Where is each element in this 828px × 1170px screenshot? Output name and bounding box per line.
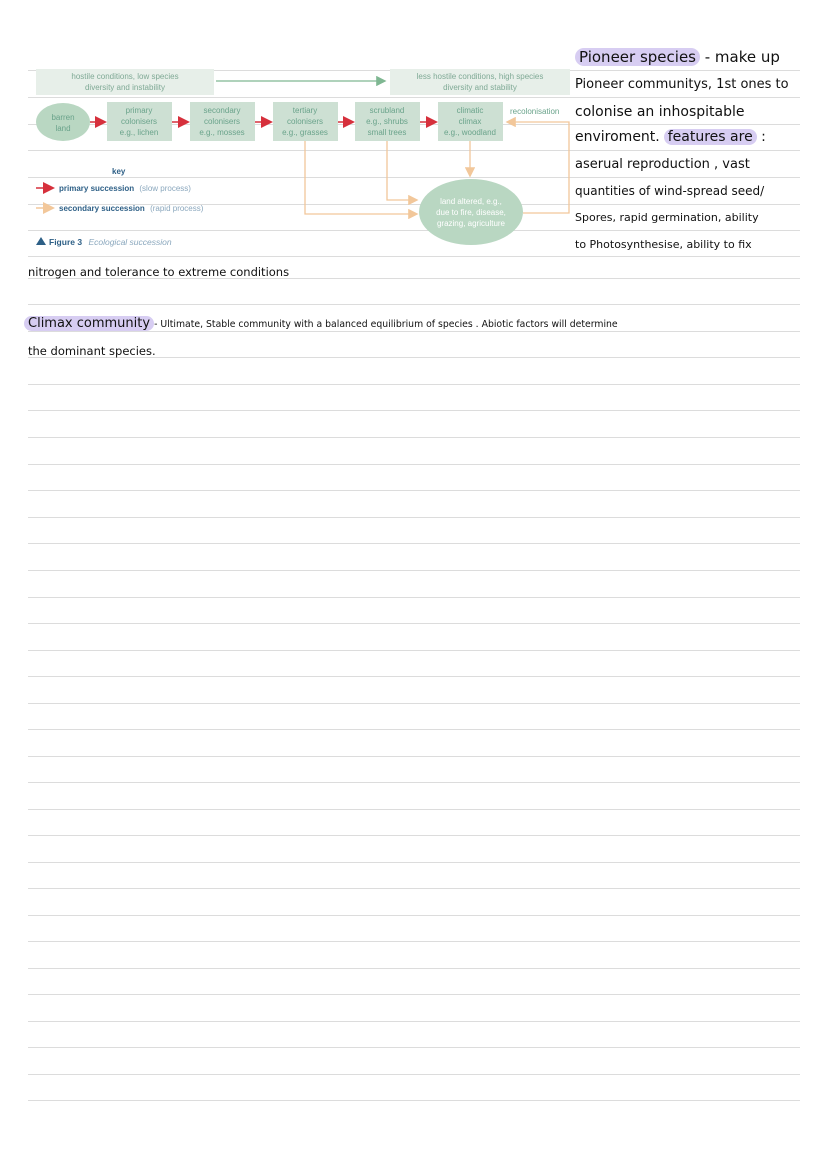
pioneer-line-1: Pioneer species - make up <box>575 48 780 66</box>
svg-text:colonisers: colonisers <box>120 117 158 126</box>
less-hostile-banner-line2: diversity and stability <box>443 83 517 92</box>
svg-text:e.g., mosses: e.g., mosses <box>199 128 245 137</box>
svg-text:e.g., grasses: e.g., grasses <box>282 128 328 137</box>
land-altered-line1: land altered, e.g., <box>440 197 502 206</box>
key-secondary-label: secondary succession (rapid process) <box>59 204 204 213</box>
pioneer-line-7: Spores, rapid germination, ability <box>575 211 759 224</box>
pioneer-line-5: aserual reproduction , vast <box>575 157 750 172</box>
features-term: features are <box>664 129 757 145</box>
caption-triangle-icon <box>36 237 46 245</box>
key-title: key <box>112 167 126 176</box>
figure-caption: Figure 3 Ecological succession <box>49 237 172 247</box>
succession-figure <box>0 0 575 260</box>
hostile-banner-line1: hostile conditions, low species <box>71 72 179 81</box>
stage-primary-colonisers <box>107 102 172 141</box>
svg-text:climatic: climatic <box>456 106 484 115</box>
secondary-arrow-tertiary <box>305 141 416 214</box>
barren-land-line1: barren <box>51 113 75 122</box>
pioneer-line-6: quantities of wind-spread seed/ <box>575 184 765 198</box>
svg-text:small trees: small trees <box>367 128 407 137</box>
svg-text:colonisers: colonisers <box>203 117 241 126</box>
land-altered-line2: due to fire, disease, <box>436 208 506 217</box>
svg-text:scrubland: scrubland <box>369 106 405 115</box>
svg-text:e.g., lichen: e.g., lichen <box>119 128 159 137</box>
climax-community-term: Climax community <box>24 316 154 331</box>
pioneer-line-3: colonise an inhospitable <box>575 104 745 120</box>
svg-text:colonisers: colonisers <box>286 117 324 126</box>
svg-text:e.g., shrubs: e.g., shrubs <box>366 117 408 126</box>
less-hostile-banner-line1: less hostile conditions, high species <box>416 72 544 81</box>
svg-text:tertiary: tertiary <box>292 106 318 115</box>
pioneer-line-2: Pioneer communitys, 1st ones to <box>575 77 789 92</box>
nitrogen-line: nitrogen and tolerance to extreme conditions <box>28 265 290 279</box>
barren-land-node <box>36 103 90 141</box>
climax-line-1: Climax community - Ultimate, Stable community with a balanced equilibrium of species . Abiotic factors will determine <box>24 316 618 331</box>
stage-climatic-climax <box>438 102 503 141</box>
pioneer-species-term: Pioneer species <box>575 48 700 66</box>
pioneer-line-8: to Photosynthesise, ability to fix <box>575 238 752 251</box>
pioneer-line-4: enviroment. features are : <box>575 129 766 145</box>
stage-tertiary-colonisers <box>273 102 338 141</box>
svg-text:climax: climax <box>458 117 482 126</box>
key-primary-label: primary succession (slow process) <box>59 184 191 193</box>
recolonisation-label: recolonisation <box>510 107 560 116</box>
svg-text:secondary: secondary <box>203 106 241 115</box>
stage-scrubland <box>355 102 420 141</box>
secondary-arrow-scrubland <box>387 141 416 200</box>
land-altered-line3: grazing, agriculture <box>436 219 506 228</box>
hostile-banner-line2: diversity and instability <box>84 83 166 92</box>
climax-line-2: the dominant species. <box>28 344 156 358</box>
barren-land-line2: land <box>55 124 71 133</box>
svg-text:e.g., woodland: e.g., woodland <box>443 128 497 137</box>
stage-secondary-colonisers <box>190 102 255 141</box>
svg-text:primary: primary <box>125 106 153 115</box>
